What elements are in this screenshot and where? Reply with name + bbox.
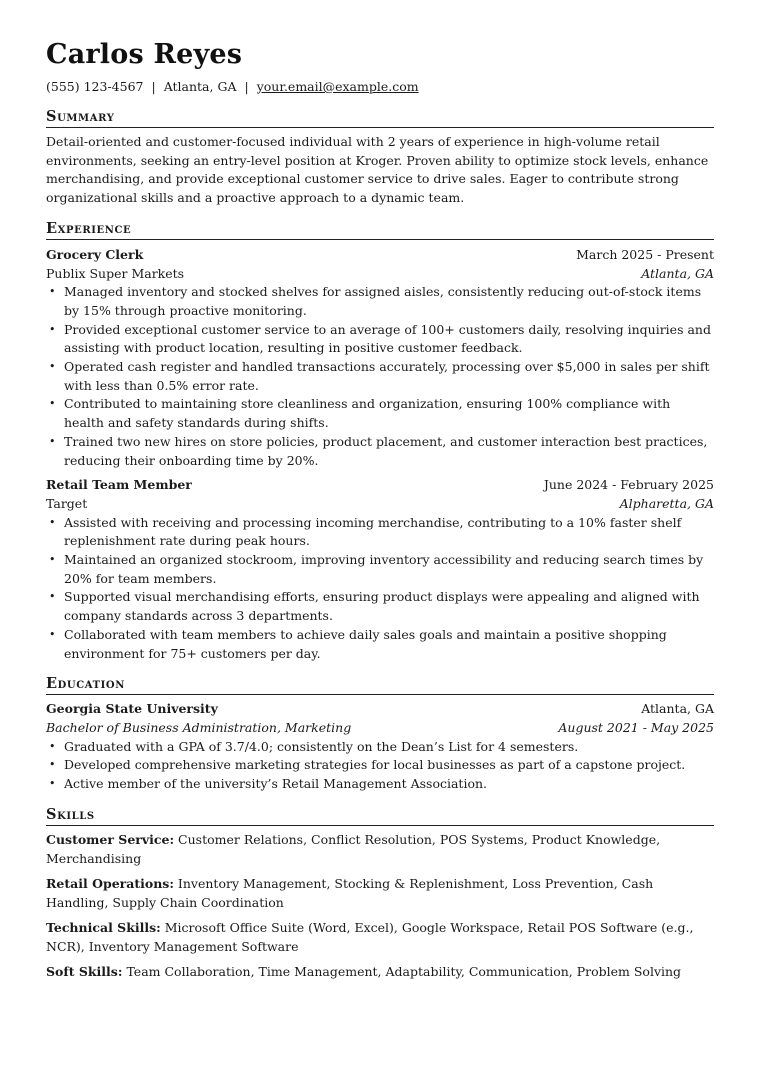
contact-line — [46, 78, 714, 96]
skill-label: Technical Skills: — [46, 919, 161, 935]
school-name: Georgia State University — [46, 701, 218, 717]
job-bullets — [46, 514, 714, 664]
skill-group — [46, 918, 714, 956]
job-entry — [46, 246, 714, 470]
skills-list — [46, 830, 714, 981]
list-item: • Collaborated with team members to achieve daily sales goals and maintain a positive shopping environment for 75+ customers per day. — [64, 626, 714, 663]
skill-items: Microsoft Office Suite (Word, Excel), Google Workspace, Retail POS Software (e.g., NCR), Inventory Management Software — [46, 919, 694, 954]
skill-items: Customer Relations, Conflict Resolution, POS Systems, Product Knowledge, Merchandising — [46, 831, 661, 866]
job-entry — [46, 476, 714, 663]
list-item: • Developed comprehensive marketing strategies for local businesses as part of a capstone project. — [64, 756, 714, 775]
skill-items: Inventory Management, Stocking & Replenishment, Loss Prevention, Cash Handling, Supply Chain Coordination — [46, 875, 654, 910]
list-item: • Maintained an organized stockroom, improving inventory accessibility and reducing search times by 20% for team members. — [64, 551, 714, 588]
degree: Bachelor of Business Administration, Marketing — [46, 719, 352, 735]
skill-group — [46, 830, 714, 868]
section-title-summary: Summary — [46, 108, 714, 128]
job-role: Retail Team Member — [46, 477, 192, 493]
education-entry — [46, 700, 714, 794]
education-dates: August 2021 - May 2025 — [558, 719, 714, 735]
skill-label: Customer Service: — [46, 831, 175, 847]
skill-group — [46, 962, 714, 981]
skill-items: Team Collaboration, Time Management, Adaptability, Communication, Problem Solving — [126, 963, 682, 979]
education-bullets — [46, 738, 714, 794]
list-item: • Operated cash register and handled transactions accurately, processing over $5,000 in sales per shift with less than 0.5% error rate. — [64, 358, 714, 395]
section-title-education: Education — [46, 675, 714, 695]
job-bullets — [46, 283, 714, 470]
summary-text: Detail-oriented and customer-focused individual with 2 years of experience in high-volume retail environments, seeking an entry-level position at Kroger. Proven ability to optimize stock levels, enhance merchandising, and provide exceptional customer service to drive sales. Eager to contribute strong organizational skills and a proactive approach to a dynamic team. — [46, 134, 709, 206]
school-location: Atlanta, GA — [641, 701, 714, 717]
list-item: • Contributed to maintaining store cleanliness and organization, ensuring 100% compliance with health and safety standards during shifts. — [64, 395, 714, 432]
email-link[interactable]: your.email@example.com — [256, 79, 419, 94]
section-title-experience: Experience — [46, 220, 714, 240]
list-item: • Trained two new hires on store policies, product placement, and customer interaction best practices, reducing their onboarding time by 20%. — [64, 433, 714, 470]
list-item: • Assisted with receiving and processing incoming merchandise, contributing to a 10% faster shelf replenishment rate during peak hours. — [64, 514, 714, 551]
job-location: Alpharetta, GA — [619, 495, 714, 511]
location: Atlanta, GA — [163, 79, 237, 94]
job-dates: June 2024 - February 2025 — [543, 477, 714, 493]
list-item: • Active member of the university’s Retail Management Association. — [64, 775, 714, 794]
section-title-skills: Skills — [46, 806, 714, 826]
job-dates: March 2025 - Present — [576, 246, 714, 262]
separator: | — [151, 79, 156, 94]
phone-number: (555) 123-4567 — [46, 79, 144, 94]
list-item: • Graduated with a GPA of 3.7/4.0; consistently on the Dean’s List for 4 semesters. — [64, 738, 714, 757]
separator: | — [244, 79, 249, 94]
list-item: • Supported visual merchandising efforts, ensuring product displays were appealing and aligned with company standards across 3 departments. — [64, 588, 714, 625]
skill-label: Soft Skills: — [46, 963, 123, 979]
job-location: Atlanta, GA — [641, 265, 714, 281]
skill-label: Retail Operations: — [46, 875, 174, 891]
list-item: • Managed inventory and stocked shelves for assigned aisles, consistently reducing out-of-stock items by 15% through proactive monitoring. — [64, 283, 714, 320]
skill-group — [46, 874, 714, 912]
job-role: Grocery Clerk — [46, 246, 144, 262]
list-item: • Provided exceptional customer service to an average of 100+ customers daily, resolving inquiries and assisting with product location, resulting in positive customer feedback. — [64, 321, 714, 358]
candidate-name: Carlos Reyes — [46, 39, 243, 70]
job-company: Target — [46, 495, 88, 511]
job-company: Publix Super Markets — [46, 265, 185, 281]
